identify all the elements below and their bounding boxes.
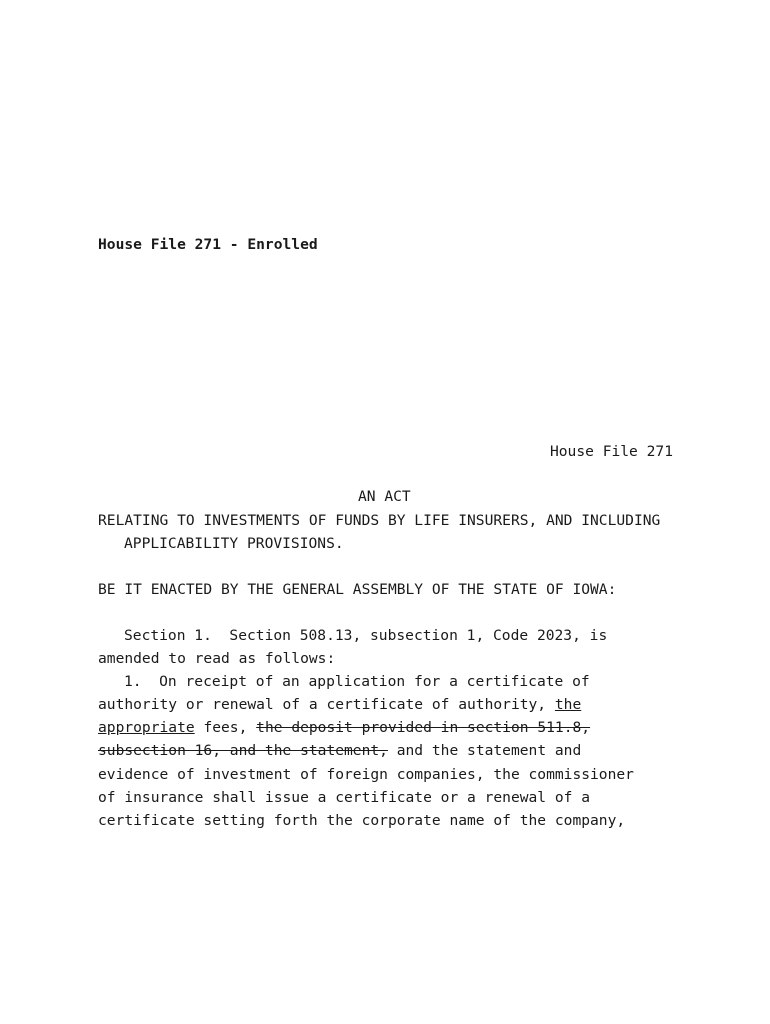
body-line-4	[98, 742, 581, 760]
body-line-2	[98, 696, 581, 714]
enacting-clause: BE IT ENACTED BY THE GENERAL ASSEMBLY OF THE STATE OF IOWA:	[98, 581, 617, 598]
body-line-3	[98, 719, 590, 737]
document-header-title: House File 271 - Enrolled	[98, 236, 318, 253]
act-heading: AN ACT	[358, 488, 411, 505]
relating-line-2: APPLICABILITY PROVISIONS.	[124, 535, 344, 552]
body-text: authority or renewal of a certificate of authority,	[98, 696, 555, 713]
relating-line-1: RELATING TO INVESTMENTS OF FUNDS BY LIFE INSURERS, AND INCLUDING	[98, 512, 661, 529]
section-heading-line-2: amended to read as follows:	[98, 650, 336, 667]
deleted-text: subsection 16, and the statement,	[98, 742, 388, 759]
inserted-text: the	[554, 696, 582, 713]
deleted-text: the deposit provided in section 511.8,	[256, 719, 591, 736]
body-line-6: of insurance shall issue a certificate or a renewal of a	[98, 789, 591, 806]
body-line-5: evidence of investment of foreign companies, the commissioner	[98, 766, 634, 783]
body-text: and the statement and	[387, 742, 582, 759]
inserted-text: appropriate	[98, 719, 195, 736]
body-line-1: 1. On receipt of an application for a certificate of	[124, 673, 590, 690]
file-label: House File 271	[549, 443, 673, 460]
body-line-7: certificate setting forth the corporate name of the company,	[98, 812, 626, 829]
section-heading-line-1: Section 1. Section 508.13, subsection 1, Code 2023, is	[124, 627, 608, 644]
body-text: fees,	[194, 719, 257, 736]
